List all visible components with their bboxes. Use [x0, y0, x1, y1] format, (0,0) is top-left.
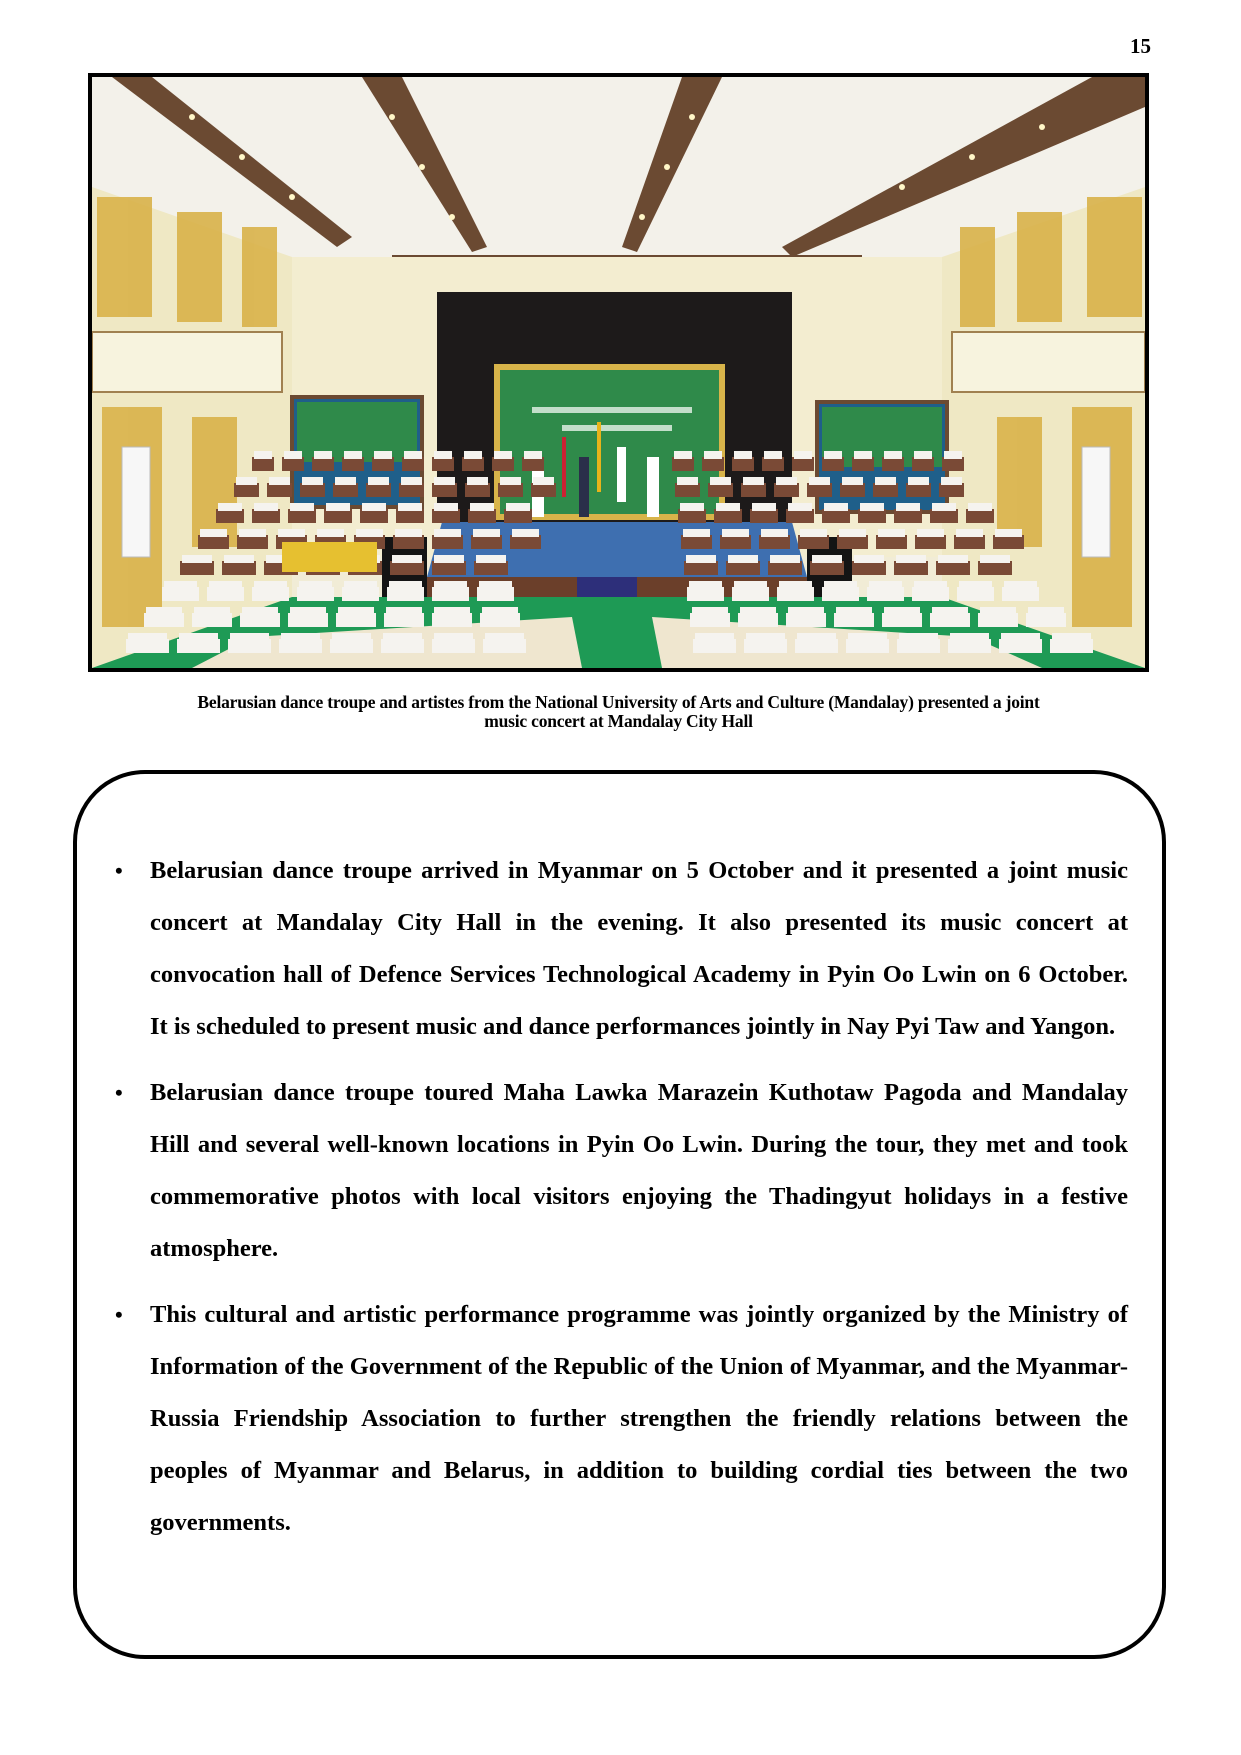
photo-illustration	[92, 77, 1145, 668]
audience-seat	[462, 457, 484, 471]
audience-member	[434, 555, 464, 563]
audience-seat	[930, 509, 958, 523]
audience-seat	[897, 639, 940, 653]
audience-seat	[432, 509, 460, 523]
audience-seat	[360, 509, 388, 523]
banner-lettering	[562, 425, 672, 431]
audience-member	[224, 555, 254, 563]
audience-seat	[876, 535, 907, 549]
audience-seat	[939, 483, 964, 497]
audience-seat	[237, 535, 268, 549]
audience-seat	[399, 483, 424, 497]
audience-member	[704, 451, 722, 459]
audience-member	[506, 503, 530, 511]
audience-seat	[312, 457, 334, 471]
right-wall-panel	[952, 332, 1145, 392]
audience-member	[434, 607, 470, 615]
audience-seat	[384, 613, 424, 627]
audience-seat	[966, 509, 994, 523]
audience-member	[470, 503, 494, 511]
audience-member	[473, 529, 500, 537]
audience-member	[944, 451, 962, 459]
audience-member	[362, 503, 386, 511]
audience-seat	[279, 639, 322, 653]
audience-member	[398, 503, 422, 511]
audience-member	[938, 555, 968, 563]
audience-seat	[234, 483, 259, 497]
audience-seat	[372, 457, 394, 471]
audience-seat	[252, 457, 274, 471]
audience-seat	[894, 509, 922, 523]
audience-seat	[795, 639, 838, 653]
audience-member	[896, 503, 920, 511]
photo-caption	[88, 693, 1149, 731]
audience-member	[842, 477, 863, 485]
audience-seat	[741, 483, 766, 497]
audience-seat	[300, 483, 325, 497]
audience-member	[968, 503, 992, 511]
audience-seat	[687, 587, 724, 601]
audience-member	[278, 529, 305, 537]
audience-seat	[522, 457, 544, 471]
audience-seat	[681, 535, 712, 549]
audience-member	[254, 581, 287, 589]
audience-seat	[915, 535, 946, 549]
audience-seat	[342, 587, 379, 601]
audience-member	[788, 607, 824, 615]
audience-seat	[483, 639, 526, 653]
audience-seat	[948, 639, 991, 653]
audience-seat	[894, 561, 928, 575]
bullet-list	[115, 845, 1128, 1563]
audience-member	[914, 451, 932, 459]
audience-member	[734, 581, 767, 589]
audience-seat	[693, 639, 736, 653]
audience-member	[680, 503, 704, 511]
audience-member	[800, 529, 827, 537]
audience-seat	[396, 509, 424, 523]
audience-member	[476, 555, 506, 563]
audience-seat	[678, 509, 706, 523]
audience-member	[395, 529, 422, 537]
bullet-icon: •	[115, 1080, 123, 1105]
audience-member	[302, 477, 323, 485]
audience-seat	[222, 561, 256, 575]
caption-line-1: Belarusian dance troupe and artistes from the National University of Arts and Culture (Mandalay) presented a joint	[197, 692, 1040, 712]
audience-seat	[807, 483, 832, 497]
audience-member	[467, 477, 488, 485]
audience-seat	[1050, 639, 1093, 653]
audience-seat	[852, 561, 886, 575]
audience-member	[878, 529, 905, 537]
audience-seat	[468, 509, 496, 523]
audience-seat	[432, 613, 472, 627]
audience-seat	[330, 639, 373, 653]
audience-member	[686, 555, 716, 563]
audience-seat	[750, 509, 778, 523]
audience-member	[980, 607, 1016, 615]
audience-member	[290, 607, 326, 615]
audience-seat	[744, 639, 787, 653]
audience-member	[677, 477, 698, 485]
audience-member	[434, 503, 458, 511]
audience-member	[374, 451, 392, 459]
audience-member	[995, 529, 1022, 537]
page-number: 15	[1130, 34, 1151, 58]
audience-seat	[432, 483, 457, 497]
audience-seat	[432, 639, 475, 653]
audience-seat	[282, 457, 304, 471]
audience-seat	[834, 613, 874, 627]
audience-member	[884, 451, 902, 459]
audience-seat	[531, 483, 556, 497]
left-air-conditioner	[122, 447, 150, 557]
audience-seat	[498, 483, 523, 497]
audience-seat	[702, 457, 724, 471]
audience-member	[269, 477, 290, 485]
audience-seat	[714, 509, 742, 523]
audience-member	[884, 607, 920, 615]
audience-member	[896, 555, 926, 563]
audience-member	[716, 503, 740, 511]
audience-seat	[162, 587, 199, 601]
audience-seat	[882, 457, 904, 471]
audience-seat	[759, 535, 790, 549]
audience-member	[689, 581, 722, 589]
audience-seat	[672, 457, 694, 471]
audience-member	[740, 607, 776, 615]
audience-member	[179, 633, 218, 641]
audience-seat	[1002, 587, 1039, 601]
audience-member	[824, 451, 842, 459]
audience-seat	[252, 509, 280, 523]
audience-member	[344, 581, 377, 589]
audience-member	[932, 503, 956, 511]
audience-member	[980, 555, 1010, 563]
audience-member	[836, 607, 872, 615]
audience-seat	[822, 587, 859, 601]
bullet-text: Belarusian dance troupe arrived in Myanmar on 5 October and it presented a joint music concert at Mandalay City Hall in the evening. It also presented its music concert at convocation hall of Defence Services Technological Academy in Pyin Oo Lwin on 6 October. It is scheduled to present music and dance performances jointly in Nay Pyi Taw and Yangon.	[150, 857, 1128, 1040]
audience-seat	[954, 535, 985, 549]
audience-seat	[822, 457, 844, 471]
audience-seat	[333, 483, 358, 497]
audience-member	[1052, 633, 1091, 641]
audience-seat	[852, 457, 874, 471]
audience-seat	[432, 587, 469, 601]
audience-seat	[822, 509, 850, 523]
audience-seat	[342, 457, 364, 471]
audience-member	[230, 633, 269, 641]
audience-seat	[726, 561, 760, 575]
audience-member	[434, 633, 473, 641]
audience-member	[779, 581, 812, 589]
audience-seat	[873, 483, 898, 497]
audience-seat	[786, 509, 814, 523]
audience-seat	[720, 535, 751, 549]
audience-seat	[432, 561, 466, 575]
audience-member	[314, 451, 332, 459]
audience-seat	[732, 457, 754, 471]
audience-member	[899, 633, 938, 641]
audience-member	[812, 555, 842, 563]
audience-seat	[762, 457, 784, 471]
audience-seat	[738, 613, 778, 627]
audience-member	[734, 451, 752, 459]
audience-member	[959, 581, 992, 589]
caption-line-2: music concert at Mandalay City Hall	[484, 711, 753, 731]
audience-member	[512, 529, 539, 537]
bullet-icon: •	[115, 1302, 123, 1327]
audience-seat	[837, 535, 868, 549]
audience-seat	[840, 483, 865, 497]
audience-seat	[684, 561, 718, 575]
audience-member	[533, 477, 554, 485]
audience-member	[464, 451, 482, 459]
audience-member	[1028, 607, 1064, 615]
audience-member	[389, 581, 422, 589]
audience-member	[317, 529, 344, 537]
audience-member	[524, 451, 542, 459]
audience-member	[875, 477, 896, 485]
audience-member	[290, 503, 314, 511]
audience-seat	[768, 561, 802, 575]
audience-seat	[867, 587, 904, 601]
audience-member	[950, 633, 989, 641]
bullet-item	[115, 1289, 1128, 1549]
audience-seat	[480, 613, 520, 627]
audience-member	[236, 477, 257, 485]
audience-seat	[288, 613, 328, 627]
audience-member	[164, 581, 197, 589]
audience-member	[392, 555, 422, 563]
audience-seat	[912, 587, 949, 601]
audience-member	[386, 607, 422, 615]
audience-member	[674, 451, 692, 459]
audience-seat	[792, 457, 814, 471]
audience-member	[794, 451, 812, 459]
audience-member	[776, 477, 797, 485]
audience-member	[860, 503, 884, 511]
bullet-icon: •	[115, 858, 123, 883]
audience-member	[692, 607, 728, 615]
audience-seat	[474, 561, 508, 575]
audience-member	[728, 555, 758, 563]
audience-member	[854, 451, 872, 459]
audience-seat	[708, 483, 733, 497]
audience-member	[788, 503, 812, 511]
audience-seat	[1026, 613, 1066, 627]
audience-seat	[297, 587, 334, 601]
audience-member	[335, 477, 356, 485]
audience-member	[383, 633, 422, 641]
audience-member	[344, 451, 362, 459]
audience-member	[683, 529, 710, 537]
audience-seat	[366, 483, 391, 497]
audience-member	[218, 503, 242, 511]
audience-seat	[846, 639, 889, 653]
audience-member	[254, 451, 272, 459]
audience-member	[908, 477, 929, 485]
audience-member	[182, 555, 212, 563]
audience-member	[854, 555, 884, 563]
audience-member	[770, 555, 800, 563]
audience-seat	[732, 587, 769, 601]
audience-seat	[387, 587, 424, 601]
audience-member	[752, 503, 776, 511]
banner-lettering	[532, 407, 692, 413]
audience-seat	[198, 535, 229, 549]
audience-seat	[336, 613, 376, 627]
audience-seat	[858, 509, 886, 523]
audience-seat	[906, 483, 931, 497]
audience-seat	[177, 639, 220, 653]
bullet-item	[115, 1067, 1128, 1275]
audience-member	[746, 633, 785, 641]
audience-seat	[978, 613, 1018, 627]
audience-member	[1004, 581, 1037, 589]
audience-seat	[930, 613, 970, 627]
audience-seat	[288, 509, 316, 523]
audience-member	[254, 503, 278, 511]
audience-member	[932, 607, 968, 615]
audience-member	[434, 581, 467, 589]
audience-member	[401, 477, 422, 485]
audience-member	[809, 477, 830, 485]
audience-member	[434, 529, 461, 537]
audience-seat	[267, 483, 292, 497]
audience-seat	[999, 639, 1042, 653]
audience-seat	[465, 483, 490, 497]
audience-member	[494, 451, 512, 459]
audience-member	[710, 477, 731, 485]
audience-seat	[993, 535, 1024, 549]
audience-member	[281, 633, 320, 641]
audience-member	[284, 451, 302, 459]
audience-seat	[777, 587, 814, 601]
audience-seat	[126, 639, 169, 653]
audience-seat	[207, 587, 244, 601]
audience-member	[917, 529, 944, 537]
audience-seat	[936, 561, 970, 575]
audience-seat	[216, 509, 244, 523]
audience-seat	[504, 509, 532, 523]
audience-member	[299, 581, 332, 589]
audience-member	[146, 607, 182, 615]
audience-member	[914, 581, 947, 589]
audience-seat	[492, 457, 514, 471]
audience-member	[479, 581, 512, 589]
audience-member	[434, 477, 455, 485]
audience-seat	[942, 457, 964, 471]
audience-seat	[912, 457, 934, 471]
audience-seat	[690, 613, 730, 627]
audience-seat	[810, 561, 844, 575]
audience-member	[326, 503, 350, 511]
left-wall-panel	[92, 332, 282, 392]
audience-seat	[240, 613, 280, 627]
audience-member	[839, 529, 866, 537]
audience-member	[695, 633, 734, 641]
audience-seat	[786, 613, 826, 627]
audience-seat	[192, 613, 232, 627]
audience-seat	[432, 457, 454, 471]
audience-member	[200, 529, 227, 537]
bullet-item	[115, 845, 1128, 1053]
audience-seat	[798, 535, 829, 549]
audience-seat	[675, 483, 700, 497]
audience-member	[356, 529, 383, 537]
audience-seat	[180, 561, 214, 575]
audience-seat	[432, 535, 463, 549]
audience-member	[824, 503, 848, 511]
audience-member	[485, 633, 524, 641]
audience-member	[338, 607, 374, 615]
audience-member	[743, 477, 764, 485]
right-air-conditioner	[1082, 447, 1110, 557]
audience-member	[797, 633, 836, 641]
audience-member	[128, 633, 167, 641]
audience-member	[242, 607, 278, 615]
audience-seat	[477, 587, 514, 601]
audience-member	[761, 529, 788, 537]
audience-seat	[393, 535, 424, 549]
audience-seat	[402, 457, 424, 471]
audience-seat	[390, 561, 424, 575]
audience-member	[404, 451, 422, 459]
audience-member	[848, 633, 887, 641]
audience-seat	[978, 561, 1012, 575]
audience-member	[239, 529, 266, 537]
audience-member	[869, 581, 902, 589]
audience-seat	[882, 613, 922, 627]
audience-member	[722, 529, 749, 537]
front-table	[282, 542, 377, 572]
audience-member	[434, 451, 452, 459]
audience-seat	[510, 535, 541, 549]
audience-member	[824, 581, 857, 589]
bullet-text: This cultural and artistic performance programme was jointly organized by the Ministry of Information of the Government of the Republic of the Union of Myanmar, and the Myanmar-Russia Friendship Association to further strengthen the friendly relations between the peoples of Myanmar and Belarus, in addition to building cordial ties between the two governments.	[150, 1301, 1128, 1536]
bullet-text: Belarusian dance troupe toured Maha Lawka Marazein Kuthotaw Pagoda and Mandalay Hill and several well-known locations in Pyin Oo Lwin. During the tour, they met and took commemorative photos with local visitors enjoying the Thadingyut holidays in a festive atmosphere.	[150, 1079, 1128, 1262]
audience-seat	[381, 639, 424, 653]
audience-member	[209, 581, 242, 589]
audience-member	[956, 529, 983, 537]
audience-seat	[144, 613, 184, 627]
audience-member	[500, 477, 521, 485]
audience-member	[332, 633, 371, 641]
audience-seat	[252, 587, 289, 601]
audience-seat	[957, 587, 994, 601]
audience-seat	[471, 535, 502, 549]
audience-member	[764, 451, 782, 459]
audience-member	[1001, 633, 1040, 641]
audience-seat	[774, 483, 799, 497]
audience-member	[941, 477, 962, 485]
concert-hall-photo	[88, 73, 1149, 672]
audience-member	[194, 607, 230, 615]
audience-seat	[324, 509, 352, 523]
audience-seat	[228, 639, 271, 653]
audience-member	[482, 607, 518, 615]
audience-member	[368, 477, 389, 485]
